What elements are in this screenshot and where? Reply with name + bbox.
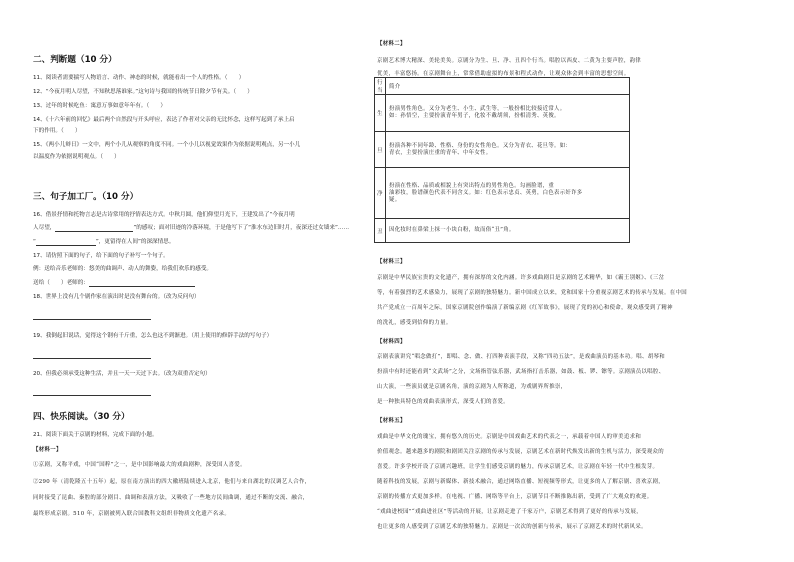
material-3-line1: 京剧是中华民族宝贵的文化遗产，拥有深厚的文化内涵。许多戏曲剧目是京剧的艺术精华，如《霸王别姬》、《三岔 bbox=[377, 275, 665, 281]
material-1-para2-line3: 最终形成京剧。510 年，京剧被列入联合国教科文组织非物质文化遗产名录。 bbox=[33, 511, 231, 517]
question-16-line3-start: “ bbox=[33, 239, 36, 245]
material-3-line3: 共产党成立一百周年之际，国家京剧院创作编演了新编京剧《红军故事》，展现了党的初心和使命，观众感受到了精神 bbox=[377, 305, 673, 311]
question-16-line1: 16、借景抒情和托物言志是古诗常用的抒情表达方式。中秋月圆，他们仰望月光下，王建发出了“今夜月明 bbox=[33, 212, 295, 218]
material-4-label: 【材料四】 bbox=[377, 339, 406, 345]
material-2-label: 【材料二】 bbox=[377, 41, 406, 47]
roles-table bbox=[374, 77, 630, 243]
question-17: 17、请仿照下面的句子，给下面的句子补写一个句子。 bbox=[33, 253, 169, 259]
question-17-blank bbox=[33, 280, 195, 287]
question-16-line2-end: ”的感叹；面对旧迹的冷落环境，于是他写下了“淮水东边旧时月，夜深还过女墙来”…… bbox=[133, 225, 350, 231]
question-16-line3-end: ”，更留得在人间”的深深情思。 bbox=[95, 239, 175, 245]
question-13: 13、过年的时候吃鱼：寓意万事如意年年有。（ ） bbox=[33, 103, 166, 109]
question-17-example: 例：送给音乐老师的：悠美的曲调声、动人的舞姿，给我们欢乐的感受。 bbox=[33, 266, 213, 272]
role-jing-line2: 油彩妆，脸谱颜色代表不同含义。如：红色表示忠贞、英勇，白色表示奸诈多 bbox=[389, 189, 583, 196]
material-5-line1: 戏曲是中华文化的瑰宝，拥有悠久的历史。京剧是中国戏曲艺术的代表之一，承载着中国人的审美追求和 bbox=[377, 434, 642, 440]
material-1-para2-line2: 同时接受了昆曲、秦腔的部分剧目、曲调和表演方法，又吸收了一些地方民间曲调，通过不断的交流、融合， bbox=[33, 495, 309, 501]
table-row bbox=[375, 95, 630, 132]
material-5-line7: 也让更多的人感受到了京剧艺术的独特魅力。京剧是一次次的创新与传承，展示了京剧艺术的时代新风采。 bbox=[377, 524, 647, 530]
role-chou-desc bbox=[386, 219, 630, 243]
material-4-line2: 扮演中有时还能看到“文武场”之分，文场指管弦乐器，武场指打击乐器，如鼓、板、锣、镲等。京剧演员以唱腔、 bbox=[377, 369, 665, 375]
answer-line-18[interactable] bbox=[33, 319, 151, 320]
role-jing-line3: 疑。 bbox=[389, 196, 401, 203]
table-row bbox=[375, 132, 630, 168]
material-5-line4: 随着科技的发展，京剧与新媒体、新技术融合，通过网络直播、短视频等形式，让更多的人了解京剧、喜欢京剧， bbox=[377, 479, 665, 485]
table-row bbox=[375, 219, 630, 243]
role-dan-line1: 扮演各种不同年龄、性格、身份的女性角色。又分为青衣、花旦等。如： bbox=[389, 142, 572, 149]
section-4-title: 四、快乐阅读。（30 分） bbox=[33, 412, 130, 422]
question-16-line2-start: 人尽望， bbox=[33, 225, 56, 231]
material-3-line4: 的洗礼，感受到信仰的力量。 bbox=[377, 320, 452, 326]
question-14-line2: 下的作用。（ ） bbox=[33, 128, 81, 134]
material-4-line3: 山大演，一些演员就是京剧名角，演的京剧为人所称道，为戏剧界所推崇， bbox=[377, 384, 567, 390]
material-2-line1: 京剧艺术博大精深、美轮美奂。京剧分为生、旦、净、丑四个行当。唱腔以西皮、二黄为主要声腔，韵律 bbox=[377, 58, 642, 64]
question-20: 20、但我必须承受这种生活，并且一天一天过下去。（改为双重否定句） bbox=[33, 371, 211, 377]
question-21: 21、阅读下面关于京剧的材料，完成下面的小题。 bbox=[33, 432, 158, 438]
material-2-line2: 优美，丰富悠扬。在京剧舞台上，常常借助虚拟的布景和程式动作，让观众体会到丰富的思想空间。 bbox=[377, 71, 630, 77]
question-18: 18、世界上没有几个剧作家在演出时是没有舞台的。（改为反问句） bbox=[33, 294, 200, 300]
question-12: 12、“今夜月明人尽望，不知秋思落谁家。”这句诗与我国的传统节日除夕节有关。（ ） bbox=[33, 89, 253, 95]
role-jing: 净 bbox=[375, 168, 386, 219]
role-dan: 旦 bbox=[375, 132, 386, 168]
material-1-label: 【材料一】 bbox=[33, 447, 62, 453]
material-3-line2: 等，有着强烈的艺术感染力，展现了京剧的独特魅力。新中国成立以来，党和国家十分重视京剧艺术的传承与发展。在中国 bbox=[377, 290, 687, 296]
role-sheng-line2: 如：孙悟空，主要扮演青年男子，化妆不戴胡须，扮相清秀、英俊。 bbox=[389, 113, 560, 119]
role-sheng-desc bbox=[386, 95, 630, 132]
question-17-blank-label: 送给（ ）老师的： bbox=[33, 280, 89, 286]
table-row bbox=[375, 168, 630, 219]
material-5-line2: 价值观念。越来越多的剧院和剧团关注京剧的传承与发展，京剧艺术在新时代焕发出新的生机与活力，深受观众的 bbox=[377, 449, 665, 455]
role-sheng: 生 bbox=[375, 95, 386, 132]
answer-blank-16a[interactable] bbox=[55, 225, 133, 232]
material-1-para1: ①京剧，又称平戏，中国“国粹”之一，是中国影响最大的戏曲剧种，深受国人喜爱。 bbox=[33, 462, 246, 468]
question-16-line3 bbox=[33, 239, 174, 246]
question-15-line2: 以温度作为依据说明观点。（ ） bbox=[33, 154, 120, 160]
question-11: 11、阅读者需要揣写人物语言、动作、神态的时候，就能看出一个人的性格。（ ） bbox=[33, 75, 245, 81]
role-sheng-line1: 扮演男性角色。又分为老生、小生、武生等，一般扮相比较接近常人。 bbox=[389, 106, 566, 112]
question-15-line1: 15、《两小儿辩日》一文中，两个小儿从观察的角度不同。一个小儿以视觉效果作为依据说明观点，另一小儿 bbox=[33, 142, 301, 148]
role-dan-desc bbox=[386, 132, 630, 168]
material-1-para2-line1: ②290 年（清乾隆五十五年）起，原在南方演出的四大徽班陆续进入北京，他们与来自湖北的汉调艺人合作， bbox=[33, 479, 311, 485]
table-header-role: 行当 bbox=[375, 78, 386, 95]
section-2-title: 二、判断题（10 分） bbox=[33, 55, 117, 65]
role-chou: 丑 bbox=[375, 219, 386, 243]
answer-blank-17[interactable] bbox=[89, 280, 195, 287]
question-14-line1: 14、《十六年前的回忆》最后两个自然段与开头呼应，表达了作者对父亲的无比怀念，这样写起到了承上启 bbox=[33, 117, 295, 123]
material-3-label: 【材料三】 bbox=[377, 259, 406, 265]
answer-line-19[interactable] bbox=[33, 358, 151, 359]
material-5-line5: 京剧的传播方式更加多样。在电视、广播、网络等平台上，京剧节目不断推陈出新，受到了广大观众的欢迎。 bbox=[377, 494, 653, 500]
answer-blank-16b[interactable] bbox=[36, 239, 96, 246]
role-dan-line2: 青衣，主要扮演庄重的青年、中年女性。 bbox=[389, 149, 492, 156]
question-19: 19、我倒起旧说话，觉得这个钢有千斤重，怎么也这不到渐进。（用上使用的修辞手法的写句子） bbox=[33, 333, 273, 339]
material-5-label: 【材料五】 bbox=[377, 418, 406, 424]
question-16-line2 bbox=[33, 225, 349, 232]
material-4-line1: 京剧表演讲究“唱念做打”，即唱、念、做、打四种表演手段，又称“四功五法”，是戏曲演员的基本功。唱、胡琴和 bbox=[377, 354, 665, 360]
role-jing-desc bbox=[386, 168, 630, 219]
material-4-line4: 是一种独具特色的戏曲表演形式，深受人们的喜爱。 bbox=[377, 399, 510, 405]
table-header-desc: 简介 bbox=[386, 78, 630, 95]
role-chou-line1: 因化妆时在鼻梁上抹一小块白粉，故而俗“丑”角。 bbox=[389, 227, 515, 233]
table-header-row bbox=[375, 78, 630, 95]
role-jing-line1: 扮演在性格、品质或相貌上有突出特点的男性角色。勾画脸谱，重 bbox=[389, 182, 555, 189]
material-5-line6: “戏曲进校园”“戏曲进社区”等活动的开展，让京剧走进了千家万户，京剧艺术得到了更好的传承与发展， bbox=[377, 509, 643, 515]
answer-line-20[interactable] bbox=[33, 395, 151, 396]
section-3-title: 三、句子加工厂。（10 分） bbox=[33, 192, 139, 202]
material-5-line3: 喜爱。许多学校开设了京剧兴趣班，让学生们感受京剧的魅力，传承京剧艺术，让京剧在年轻一代中生根发芽。 bbox=[377, 464, 659, 470]
